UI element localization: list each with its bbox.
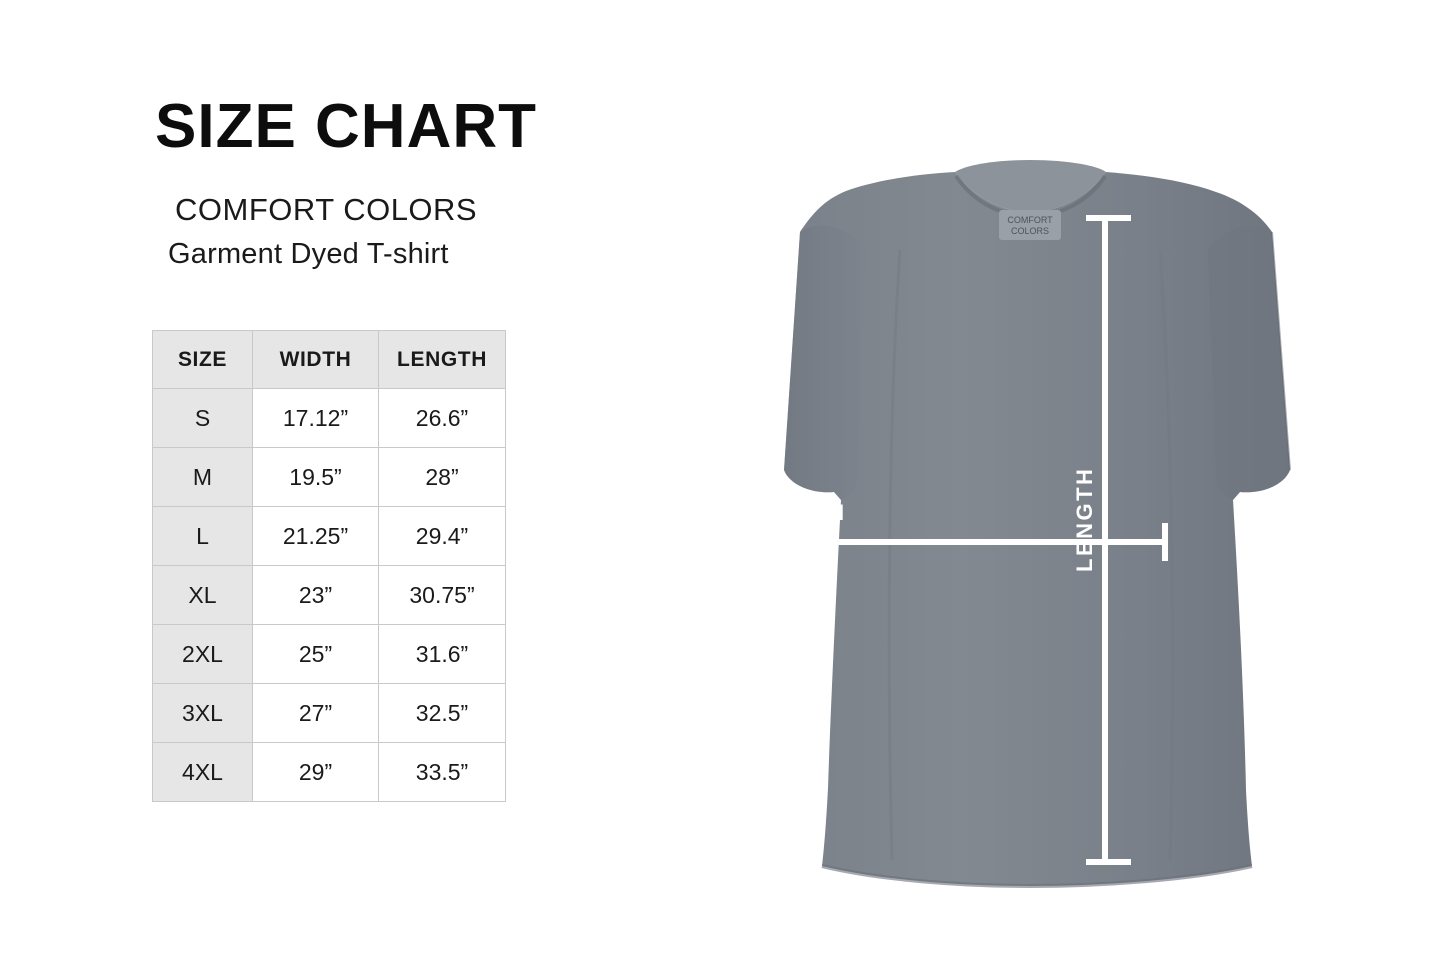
table-row xyxy=(153,507,506,566)
size-chart-table xyxy=(152,330,506,802)
cell-size: 4XL xyxy=(153,743,253,802)
product-name: Garment Dyed T-shirt xyxy=(168,238,449,270)
cell-size: XL xyxy=(153,566,253,625)
neck-tag-line1: COMFORT xyxy=(1007,215,1053,225)
cell-size: S xyxy=(153,389,253,448)
cell-size: M xyxy=(153,448,253,507)
tshirt-image xyxy=(600,0,1445,963)
table-row xyxy=(153,566,506,625)
neck-tag-line2: COLORS xyxy=(1010,226,1050,236)
neck-tag xyxy=(999,210,1061,240)
page-title: SIZE CHART xyxy=(155,92,537,161)
cell-length: 32.5” xyxy=(379,684,506,743)
width-label: WIDTH xyxy=(762,500,847,525)
cell-length: 33.5” xyxy=(379,743,506,802)
table-row xyxy=(153,389,506,448)
cell-width: 29” xyxy=(253,743,379,802)
cell-width: 19.5” xyxy=(253,448,379,507)
cell-width: 23” xyxy=(253,566,379,625)
length-label: LENGTH xyxy=(1072,466,1097,572)
cell-width: 17.12” xyxy=(253,389,379,448)
table-row xyxy=(153,625,506,684)
cell-size: L xyxy=(153,507,253,566)
cell-length: 30.75” xyxy=(379,566,506,625)
brand-name: COMFORT COLORS xyxy=(175,192,478,227)
cell-length: 28” xyxy=(379,448,506,507)
cell-width: 21.25” xyxy=(253,507,379,566)
table-row xyxy=(153,743,506,802)
cell-length: 26.6” xyxy=(379,389,506,448)
size-chart-text-panel xyxy=(0,0,620,963)
cell-size: 2XL xyxy=(153,625,253,684)
column-header-width: WIDTH xyxy=(253,331,379,389)
cell-width: 27” xyxy=(253,684,379,743)
tshirt-illustration-panel xyxy=(600,0,1445,963)
cell-length: 31.6” xyxy=(379,625,506,684)
column-header-length: LENGTH xyxy=(379,331,506,389)
shirt-body-shape xyxy=(784,160,1290,886)
table-row xyxy=(153,448,506,507)
table-row xyxy=(153,684,506,743)
column-header-size: SIZE xyxy=(153,331,253,389)
cell-size: 3XL xyxy=(153,684,253,743)
cell-length: 29.4” xyxy=(379,507,506,566)
cell-width: 25” xyxy=(253,625,379,684)
table-header-row xyxy=(153,331,506,389)
